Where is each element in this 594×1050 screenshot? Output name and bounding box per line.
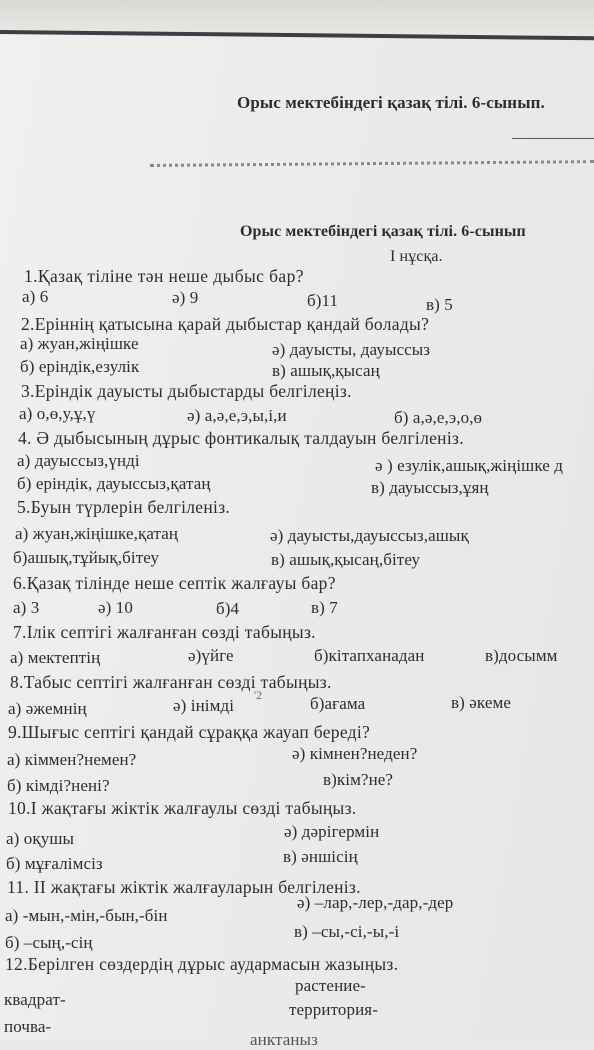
question-3: 3.Еріндік дауысты дыбыстарды белгілеңіз. [21, 381, 352, 401]
q3-option-a: а) о,ө,у,ұ,ү [19, 404, 96, 423]
page-top-edge [0, 0, 594, 34]
q8-option-b: б)ағама [310, 694, 366, 713]
q8-option-a: а) әжемнің [8, 699, 87, 718]
q12-word-1: квадрат- [4, 990, 66, 1009]
q9-option-ae: ә) кімнен?неден? [292, 744, 418, 763]
q6-option-ae: ә) 10 [98, 598, 133, 617]
q9-option-b: б) кімді?нені? [7, 776, 110, 795]
q11-option-a: а) -мын,-мін,-бын,-бін [5, 906, 168, 925]
question-1: 1.Қазақ тіліне тән неше дыбыс бар? [24, 266, 304, 286]
q4-option-ae: ә ) езулік,ашық,жіңішке д [375, 456, 564, 475]
q10-option-a: а) оқушы [6, 829, 75, 848]
q2-option-b: б) еріндік,езулік [20, 357, 140, 376]
question-7: 7.Ілік септігі жалғанған сөзді табыңыз. [13, 622, 316, 642]
q9-option-v: в)кім?не? [323, 770, 394, 789]
main-title: Орыс мектебіндегі қазақ тілі. 6-сынып [240, 223, 526, 240]
question-12: 12.Берілген сөздердің дұрыс аудармасын жазыңыз. [5, 954, 399, 974]
q6-option-v: в) 7 [311, 598, 338, 617]
pencil-mark: '2 [254, 688, 263, 702]
q1-option-b: б)11 [307, 291, 339, 310]
q10-option-b: б) мұғалімсіз [6, 854, 103, 873]
question-2: 2.Еріннің қатысына қарай дыбыстар қандай болады? [21, 314, 430, 334]
q10-option-ae: ә) дәрігермін [284, 822, 380, 841]
q11-option-v: в) –сы,-сі,-ы,-і [294, 922, 400, 941]
q1-option-a: а) 6 [22, 287, 49, 306]
question-10: 10.І жақтағы жіктік жалғаулы сөзді табыңыз. [8, 798, 357, 818]
q4-option-b: б) еріндік, дауыссыз,қатаң [17, 474, 211, 493]
q3-option-ae: ә) а,ә,е,э,ы,і,и [187, 406, 287, 425]
q10-option-v: в) әншісің [283, 847, 358, 866]
perforation-line [150, 160, 594, 167]
variant-label: І нұсқа. [390, 248, 443, 265]
cut-off-text: анктаныз [250, 1030, 318, 1049]
q11-option-ae: ә) –лар,-лер,-дар,-дер [297, 893, 454, 912]
q6-option-a: а) 3 [13, 598, 40, 617]
q8-option-v: в) әкеме [451, 693, 511, 712]
top-title: Орыс мектебіндегі қазақ тілі. 6-сынып. [237, 93, 545, 112]
q7-option-v: в)досымм [485, 646, 558, 665]
q5-option-ae: ә) дауысты,дауыссыз,ашық [270, 526, 469, 545]
question-9: 9.Шығыс септігі қандай сұраққа жауап береді? [8, 722, 371, 742]
question-8: 8.Табыс септігі жалғанған сөзді табыңыз. [10, 672, 332, 692]
q11-option-b: б) –сың,-сің [5, 933, 93, 952]
q12-word-2: растение- [295, 976, 366, 995]
q2-option-v: в) ашық,қысаң [272, 361, 380, 380]
q12-word-4: территория- [289, 1000, 378, 1019]
question-5: 5.Буын түрлерін белгіленіз. [17, 497, 231, 517]
question-6: 6.Қазақ тілінде неше септік жалғауы бар? [13, 573, 336, 593]
q7-option-ae: ә)үйге [188, 646, 234, 665]
title-underline [512, 138, 594, 139]
q4-option-a: а) дауыссыз,үнді [17, 451, 140, 470]
question-4: 4. Ә дыбысының дұрыс фонтикалық талдауын белгіленіз. [18, 428, 464, 448]
q7-option-b: б)кітапханадан [314, 646, 425, 665]
q4-option-v: в) дауыссыз,ұяң [371, 478, 489, 497]
q2-option-ae: ә) дауысты, дауыссыз [272, 340, 431, 359]
q5-option-a: а) жуан,жіңішке,қатаң [15, 524, 179, 543]
q12-word-3: почва- [4, 1017, 52, 1036]
q5-option-b: б)ашық,тұйық,бітеу [13, 548, 160, 567]
q8-option-ae: ә) інімді [173, 696, 235, 715]
q5-option-v: в) ашық,қысаң,бітеу [271, 550, 421, 569]
q2-option-a: а) жуан,жіңішке [20, 334, 139, 353]
q9-option-a: а) кіммен?немен? [7, 750, 137, 769]
question-11: 11. ІІ жақтағы жіктік жалғауларын белгіленіз. [7, 877, 361, 897]
q1-option-ae: ә) 9 [172, 288, 199, 307]
q6-option-b: б)4 [216, 599, 240, 618]
q1-option-v: в) 5 [426, 295, 453, 314]
q7-option-a: а) мектептің [10, 648, 101, 667]
q3-option-b: б) а,ә,е,э,о,ө [394, 408, 483, 427]
